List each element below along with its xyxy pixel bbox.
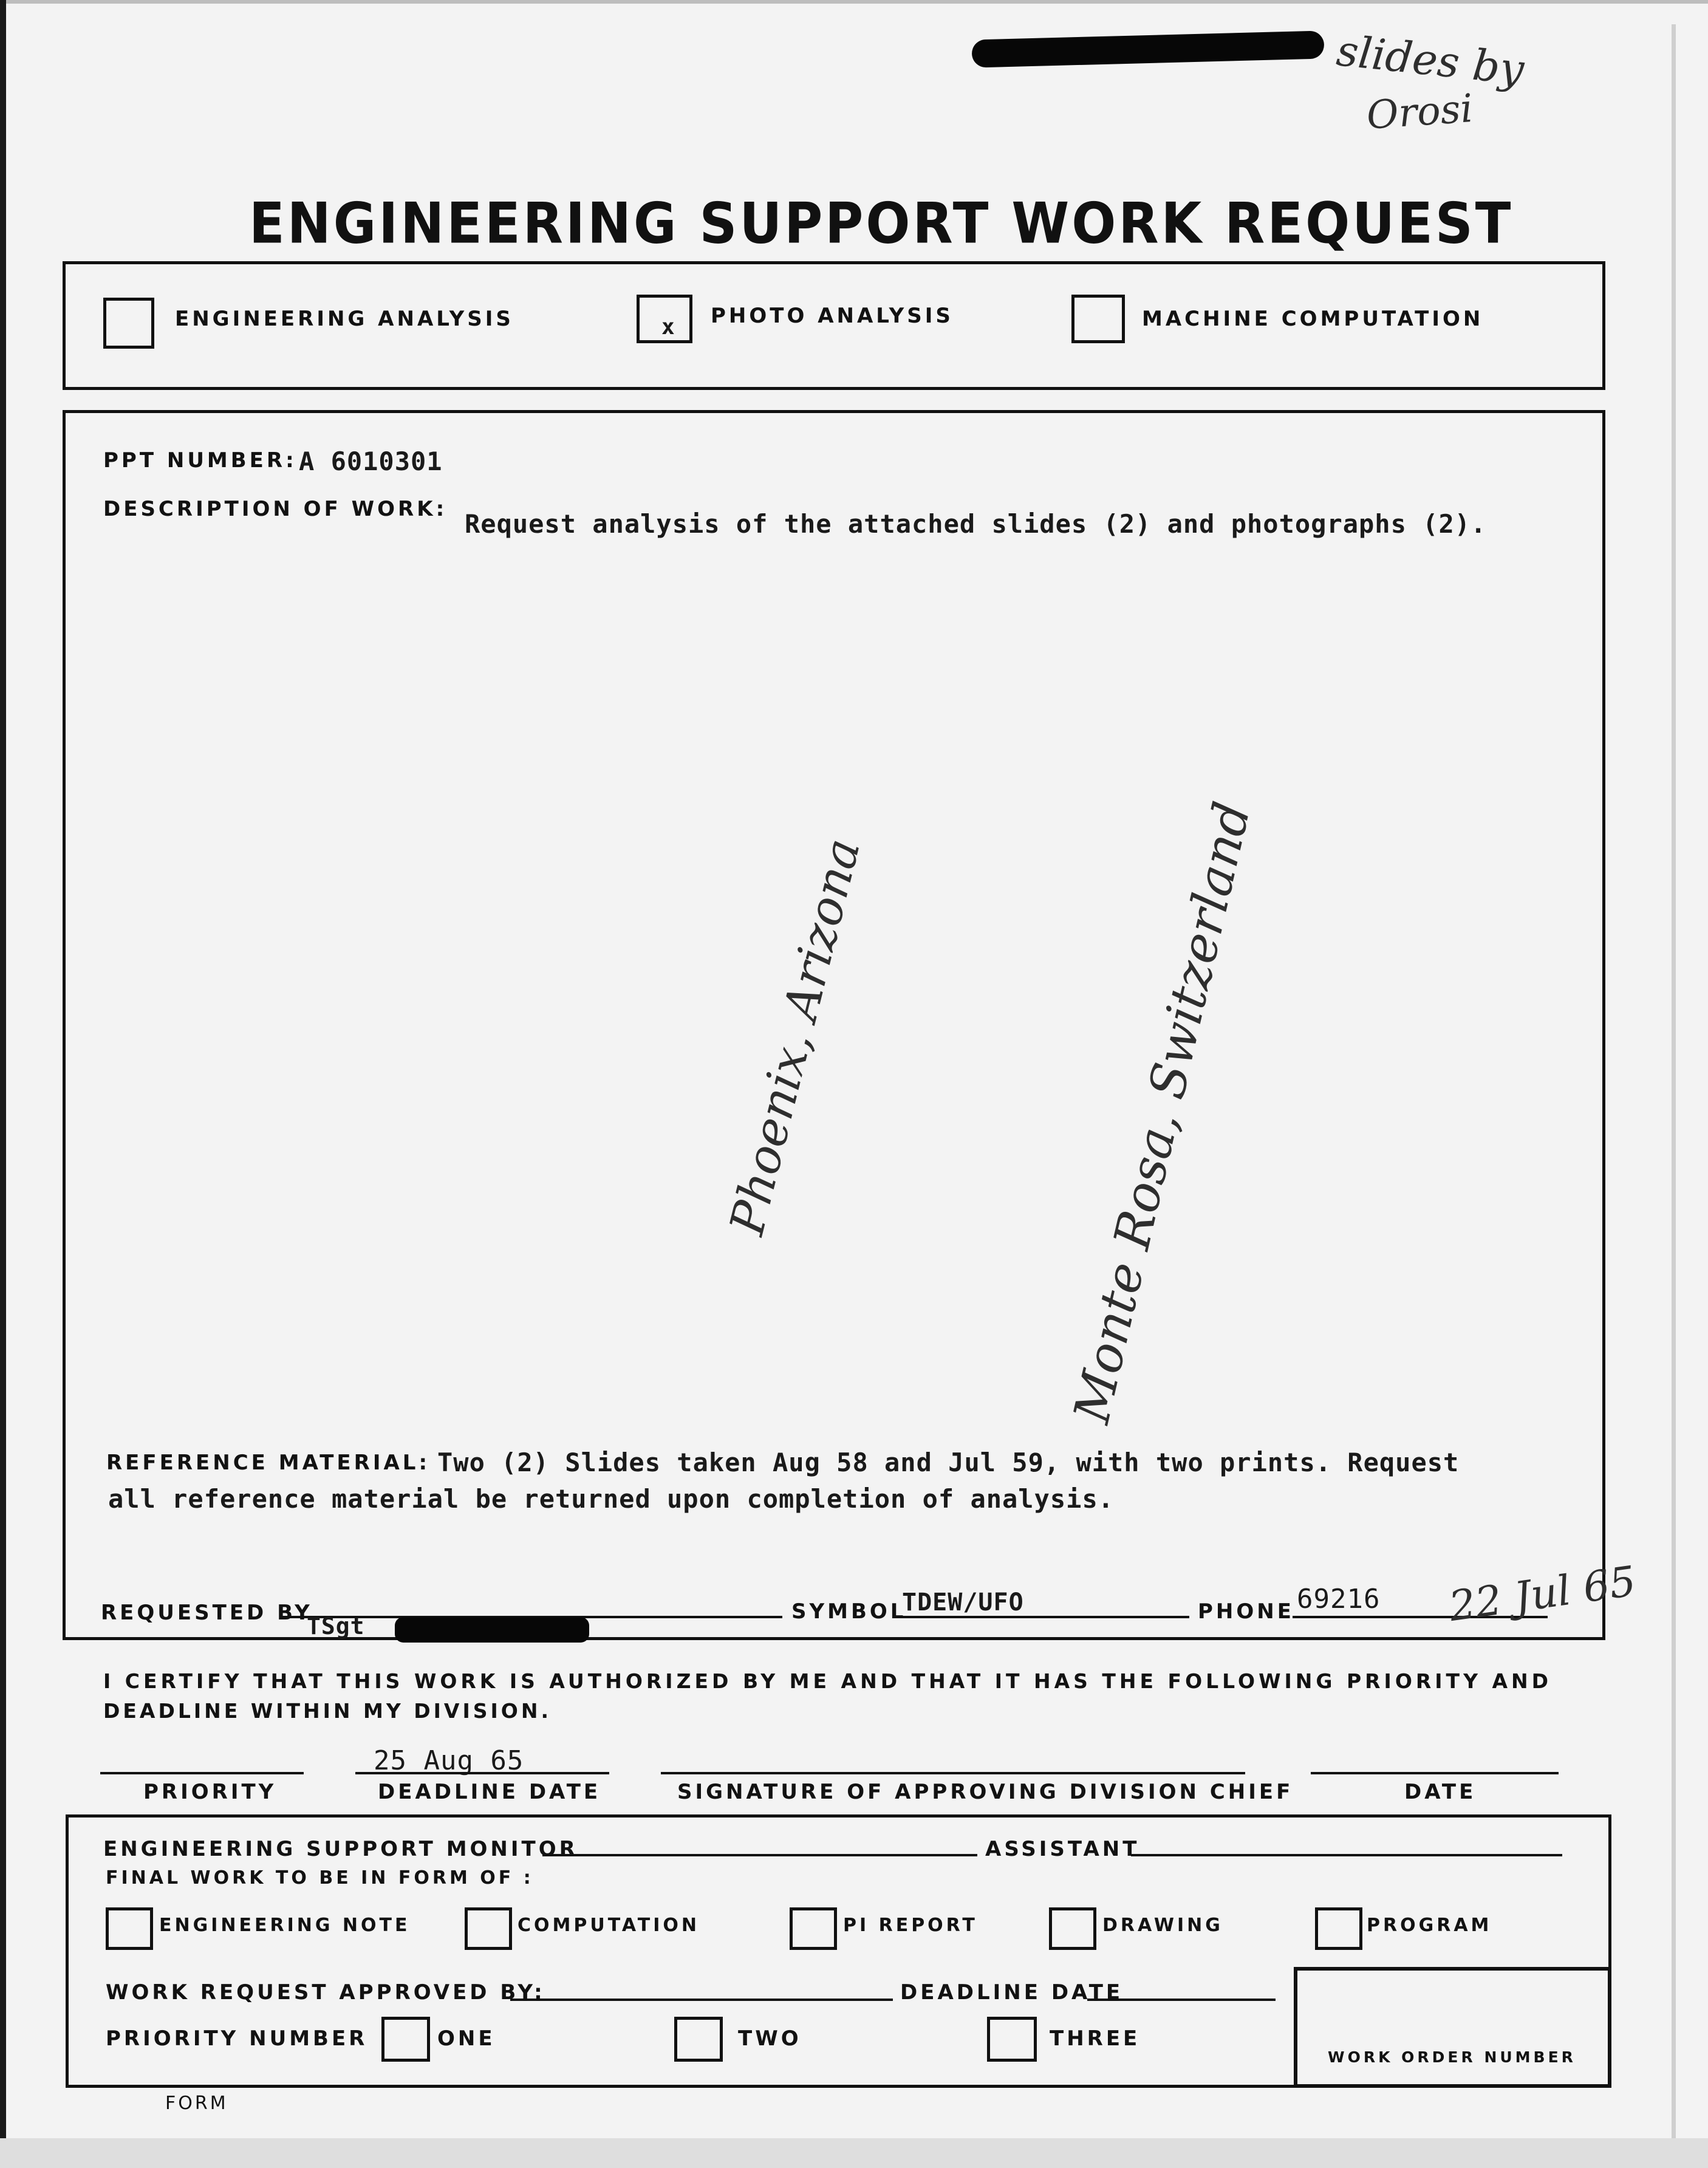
assistant-label: ASSISTANT: [985, 1837, 1140, 1861]
machine-computation-checkbox[interactable]: [1071, 295, 1125, 343]
deadline-date-line: [355, 1772, 609, 1774]
priority-number-label: PRIORITY NUMBER: [106, 2026, 368, 2051]
computation-label: COMPUTATION: [518, 1915, 700, 1936]
monitor-deadline-date-line: [1087, 1999, 1276, 2001]
priority-line: [100, 1772, 304, 1774]
scan-edge-top: [0, 0, 1708, 4]
form-title: ENGINEERING SUPPORT WORK REQUEST: [249, 191, 1514, 256]
monitor-deadline-date-label: DEADLINE DATE: [900, 1980, 1124, 2005]
engineering-note-checkbox[interactable]: [106, 1907, 153, 1950]
monitor-line: [542, 1854, 977, 1856]
program-checkbox[interactable]: [1315, 1907, 1362, 1950]
priority-one-label: ONE: [437, 2026, 496, 2051]
description-value: Request analysis of the attached slides (2) and photographs (2).: [465, 509, 1487, 539]
symbol-line: [898, 1616, 1189, 1618]
scan-edge-left: [0, 0, 6, 2168]
work-order-number-label: WORK ORDER NUMBER: [1328, 2048, 1576, 2066]
priority-two-checkbox[interactable]: [674, 2017, 723, 2062]
approved-by-line: [510, 1999, 893, 2001]
priority-one-checkbox[interactable]: [381, 2017, 430, 2062]
handwritten-location-1: Phoenix, Arizona: [720, 833, 871, 1240]
priority-two-label: TWO: [738, 2026, 802, 2051]
symbol-value: TDEW/UFO: [902, 1588, 1024, 1616]
form-label: FORM: [165, 2093, 228, 2114]
drawing-label: DRAWING: [1102, 1915, 1223, 1936]
deadline-date-label: DEADLINE DATE: [378, 1780, 601, 1804]
signature-line: [661, 1772, 1245, 1774]
engineering-analysis-checkbox[interactable]: [103, 298, 154, 349]
program-label: PROGRAM: [1367, 1915, 1492, 1936]
phone-value: 69216: [1297, 1584, 1381, 1615]
approved-by-label: WORK REQUEST APPROVED BY:: [106, 1980, 545, 2005]
ppt-number-label: PPT NUMBER:: [103, 448, 297, 473]
scan-edge-bottom: [0, 2138, 1708, 2168]
pi-report-label: PI REPORT: [843, 1915, 978, 1936]
pi-report-checkbox[interactable]: [790, 1907, 837, 1950]
photo-analysis-checkbox[interactable]: [637, 295, 692, 343]
handwritten-top-note-line2: Orosi: [1365, 86, 1475, 139]
monitor-label: ENGINEERING SUPPORT MONITOR: [103, 1837, 578, 1861]
deadline-date-value: 25 Aug 65: [374, 1745, 524, 1776]
drawing-checkbox[interactable]: [1049, 1907, 1096, 1950]
certification-text-line2: DEADLINE WITHIN MY DIVISION.: [103, 1699, 552, 1723]
assistant-line: [1131, 1854, 1562, 1856]
signature-label: SIGNATURE OF APPROVING DIVISION CHIEF: [677, 1780, 1294, 1804]
reference-material-line2: all reference material be returned upon completion of analysis.: [108, 1484, 1115, 1514]
computation-checkbox[interactable]: [465, 1907, 512, 1950]
engineering-note-label: ENGINEERING NOTE: [159, 1915, 411, 1936]
handwritten-top-note-line1: slides by: [1334, 26, 1526, 95]
requested-by-value: TSgt: [307, 1613, 365, 1640]
redaction-top: [971, 30, 1324, 67]
reference-material-label: REFERENCE MATERIAL:: [106, 1451, 431, 1475]
description-label: DESCRIPTION OF WORK:: [103, 497, 448, 521]
reference-material-line1: Two (2) Slides taken Aug 58 and Jul 59, with two prints. Request: [437, 1448, 1460, 1477]
photo-analysis-label: PHOTO ANALYSIS: [711, 304, 954, 328]
date-line: [1311, 1772, 1559, 1774]
handwritten-date-note: 22 Jul 65: [1446, 1557, 1639, 1632]
work-order-number-box: [1294, 1967, 1611, 2088]
priority-label: PRIORITY: [143, 1780, 277, 1804]
machine-computation-label: MACHINE COMPUTATION: [1142, 307, 1484, 331]
final-work-label: FINAL WORK TO BE IN FORM OF :: [106, 1867, 534, 1889]
scan-edge-right: [1672, 24, 1676, 2138]
handwritten-location-2: Monte Rosa, Switzerland: [1063, 796, 1262, 1429]
ppt-number-value: A 6010301: [299, 446, 443, 476]
redaction-requester-name: [395, 1617, 589, 1643]
priority-three-label: THREE: [1050, 2026, 1141, 2051]
requested-by-label: REQUESTED BY: [101, 1601, 313, 1625]
priority-three-checkbox[interactable]: [987, 2017, 1037, 2062]
engineering-analysis-label: ENGINEERING ANALYSIS: [175, 307, 514, 331]
photo-analysis-check-mark: x: [661, 315, 675, 340]
certification-text-line1: I CERTIFY THAT THIS WORK IS AUTHORIZED BY ME AND THAT IT HAS THE FOLLOWING PRIORITY AND: [103, 1669, 1553, 1693]
phone-label: PHONE: [1198, 1599, 1294, 1624]
date-label: DATE: [1404, 1780, 1477, 1804]
symbol-label: SYMBOL: [791, 1599, 907, 1624]
